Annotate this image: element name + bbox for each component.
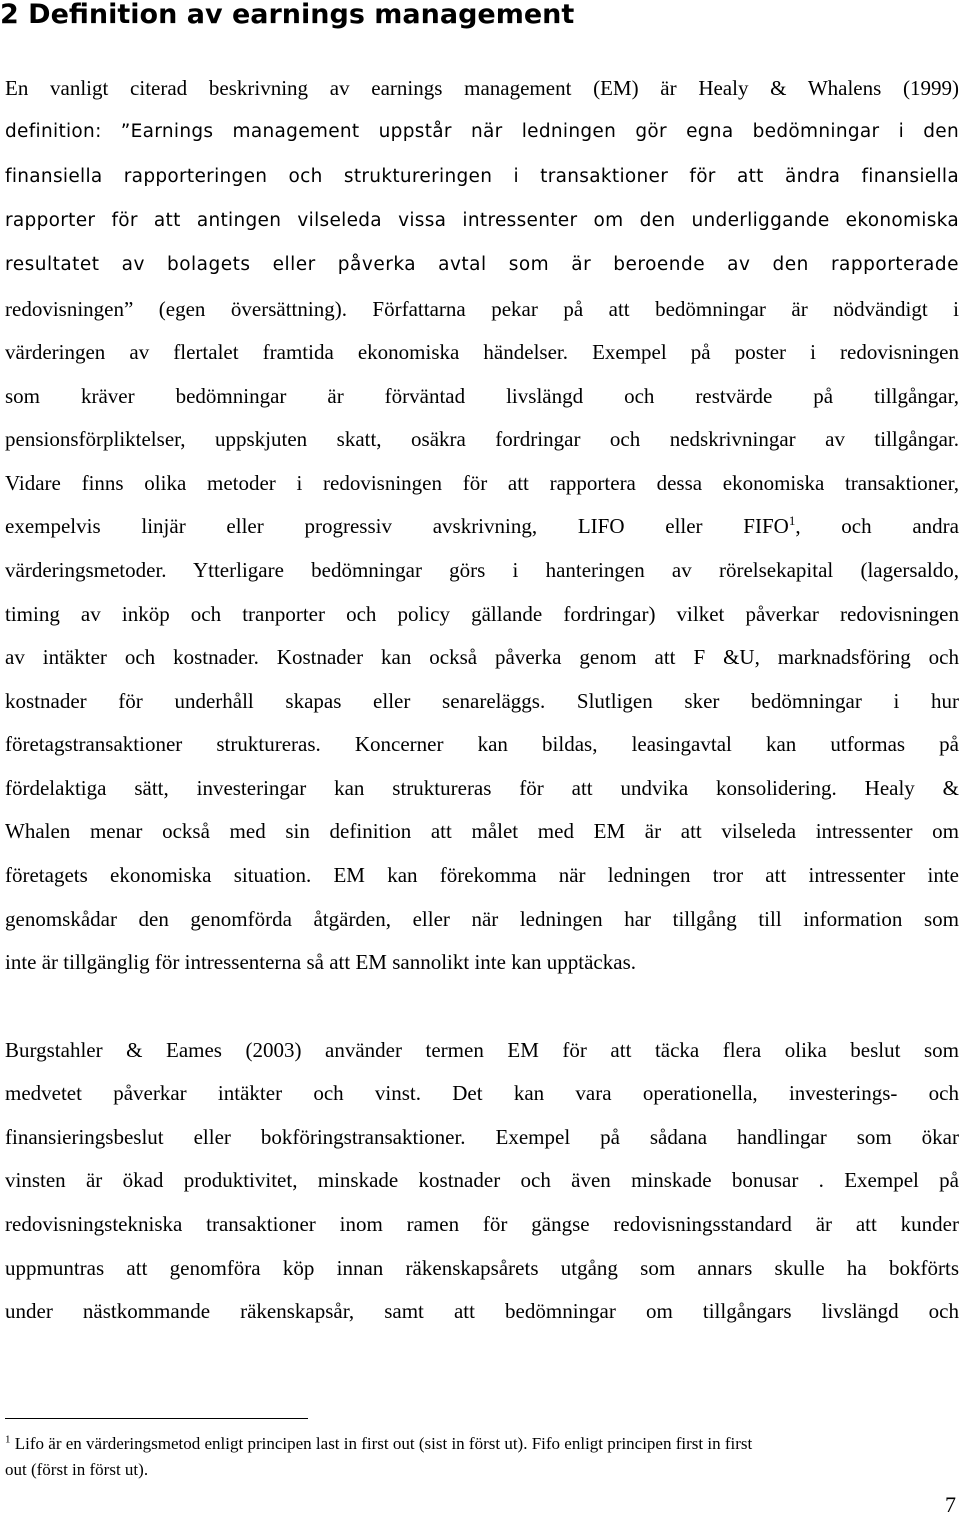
paragraph-1-line: som kräver bedömningar är förväntad livslängd och restvärde på tillgångar, — [5, 384, 959, 408]
footnote-line — [5, 1434, 945, 1454]
paragraph-1-line: finansiella rapporteringen och struktureringen i transaktioner för att ändra finansiella — [5, 166, 959, 187]
paragraph-1-line: av intäkter och kostnader. Kostnader kan också påverka genom att F &U, marknadsföring och — [5, 645, 959, 669]
paragraph-1-line: Whalen menar också med sin definition att målet med EM är att vilseleda intressenter om — [5, 819, 959, 843]
footnote-reference: 1 — [788, 513, 796, 528]
fifo-line-tail: , och andra — [795, 514, 959, 538]
paragraph-1-line: pensionsförpliktelser, uppskjuten skatt, osäkra fordringar och nedskrivningar av tillgångar. — [5, 427, 959, 451]
paragraph-1-line: inte är tillgänglig för intressenterna så att EM sannolikt inte kan upptäckas. — [5, 950, 636, 974]
footnote-text: Lifo är en värderingsmetod enligt principen last in first out (sist in först ut). Fifo enligt principen first in first — [10, 1434, 753, 1453]
paragraph-1-line: rapporter för att antingen vilseleda vissa intressenter om den underliggande ekonomiska — [5, 210, 959, 231]
section-heading: 2 Definition av earnings management — [0, 0, 575, 30]
footnote-separator — [5, 1418, 308, 1419]
paragraph-1-line: En vanligt citerad beskrivning av earnings management (EM) är Healy & Whalens (1999) — [5, 76, 959, 100]
paragraph-1-line: fördelaktiga sätt, investeringar kan struktureras för att undvika konsolidering. Healy & — [5, 776, 959, 800]
paragraph-2-line: medvetet påverkar intäkter och vinst. Det kan vara operationella, investerings- och — [5, 1081, 959, 1105]
paragraph-2-line: uppmuntras att genomföra köp innan räkenskapsårets utgång som annars skulle ha bokförts — [5, 1256, 959, 1280]
paragraph-2-line: under nästkommande räkenskapsår, samt att bedömningar om tillgångars livslängd och — [5, 1299, 959, 1323]
paragraph-1-line: resultatet av bolagets eller påverka avtal som är beroende av den rapporterade — [5, 254, 959, 275]
paragraph-1-line: kostnader för underhåll skapas eller senareläggs. Slutligen sker bedömningar i hur — [5, 689, 959, 713]
footnote-line: out (först in först ut). — [5, 1460, 149, 1479]
paragraph-1-line: definition: ”Earnings management uppstår när ledningen gör egna bedömningar i den — [5, 121, 959, 142]
paragraph-2-line: Burgstahler & Eames (2003) använder termen EM för att täcka flera olika beslut som — [5, 1038, 959, 1062]
paragraph-2-line: vinsten är ökad produktivitet, minskade kostnader och även minskade bonusar . Exempel på — [5, 1168, 959, 1192]
page-number: 7 — [945, 1492, 956, 1517]
paragraph-1-line: Vidare finns olika metoder i redovisningen för att rapportera dessa ekonomiska transaktioner, — [5, 471, 959, 495]
fifo-line-text: exempelvis linjär eller progressiv avskrivning, LIFO eller FIFO — [5, 514, 789, 538]
paragraph-2-line: redovisningstekniska transaktioner inom ramen för gängse redovisningsstandard är att kunder — [5, 1212, 959, 1236]
paragraph-2-line: finansieringsbeslut eller bokföringstransaktioner. Exempel på sådana handlingar som ökar — [5, 1125, 959, 1149]
paragraph-1-line: företagets ekonomiska situation. EM kan förekomma när ledningen tror att intressenter inte — [5, 863, 959, 887]
paragraph-1-line: värderingsmetoder. Ytterligare bedömningar görs i hanteringen av rörelsekapital (lagersaldo, — [5, 558, 959, 582]
paragraph-1-line — [5, 513, 959, 539]
paragraph-1-line: redovisningen” (egen översättning). Författarna pekar på att bedömningar är nödvändigt i — [5, 297, 959, 321]
paragraph-1-line: timing av inköp och tranporter och policy gällande fordringar) vilket påverkar redovisningen — [5, 602, 959, 626]
paragraph-1-line: genomskådar den genomförda åtgärden, eller när ledningen har tillgång till information som — [5, 907, 959, 931]
paragraph-1-line: värderingen av flertalet framtida ekonomiska händelser. Exempel på poster i redovisningen — [5, 340, 959, 364]
paragraph-1-line: företagstransaktioner struktureras. Koncerner kan bildas, leasingavtal kan utformas på — [5, 732, 959, 756]
footnote-number: 1 — [5, 1433, 11, 1446]
